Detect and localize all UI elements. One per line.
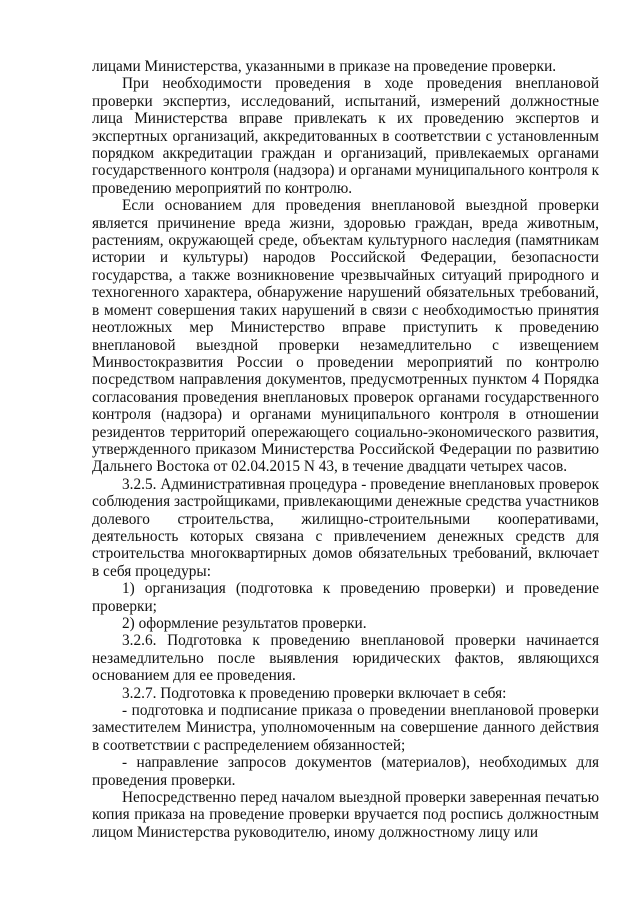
- list-item-order-preparation: - подготовка и подписание приказа о проведении внеплановой проверки заместителем Министра, уполномоченным на совершение данного действия в соответствии с распределением обязанностей;: [92, 702, 599, 754]
- list-item-1: 1) организация (подготовка к проведению проверки) и проведение проверки;: [92, 580, 599, 615]
- paragraph-experts: При необходимости проведения в ходе проведения внеплановой проверки экспертиз, исследований, испытаний, измерений должностные лица Министерства вправе привлекать к их проведению экспертов и экспертных организаций, аккредитованных в соответствии с установленным порядком аккредитации граждан и организаций, привлекаемых органами государственного контроля (надзора) и органами муниципального контроля к проведению мероприятий по контролю.: [92, 75, 599, 197]
- paragraph-3-2-5: 3.2.5. Административная процедура - проведение внеплановых проверок соблюдения застройщиками, привлекающими денежные средства участников долевого строительства, жилищно-строительными кооперативами, деятельность которых связана с привлечением денежных средств для строительства многоквартирных домов обязательных требований, включает в себя процедуры:: [92, 475, 599, 580]
- paragraph-3-2-7: 3.2.7. Подготовка к проведению проверки включает в себя:: [122, 684, 507, 702]
- paragraph-unscheduled-inspection-grounds: Если основанием для проведения внеплановой выездной проверки является причинение вреда жизни, здоровью граждан, вреда животным, растениям, окружающей среде, объектам культурного наследия (памятникам истории и культуры) народов Российской Федерации, безопасности государства, а также возникновение чрезвычайных ситуаций природного и техногенного характера, обнаружение нарушений обязательных требований, в момент совершения таких нарушений в связи с необходимостью принятия неотложных мер Министерство вправе приступить к проведению внеплановой выездной проверки незамедлительно с извещением Минвостокразвития России о проведении мероприятий по контролю посредством направления документов, предусмотренных пунктом 4 Порядка согласования проведения внеплановых проверок органами государственного контроля (надзора) и органами муниципального контроля в отношении резидентов территорий опережающего социально-экономического развития, утвержденного приказом Министерства Российской Федерации по развитию Дальнего Востока от 02.04.2015 N 43, в течение двадцати четырех часов.: [92, 197, 599, 476]
- list-item-document-requests: - направление запросов документов (материалов), необходимых для проведения проверки.: [92, 754, 599, 789]
- paragraph-3-2-6: 3.2.6. Подготовка к проведению внеплановой проверки начинается незамедлительно после выявления юридических фактов, являющихся основанием для ее проведения.: [92, 632, 599, 685]
- document-page: [92, 58, 599, 841]
- paragraph-order-delivery: Непосредственно перед началом выездной проверки заверенная печатью копия приказа на проведение проверки вручается под роспись должностным лицом Министерства руководителю, иному должностному лицу или: [92, 789, 599, 841]
- list-item-2: 2) оформление результатов проверки.: [122, 615, 367, 632]
- paragraph-continuation: лицами Министерства, указанными в приказе на проведение проверки.: [92, 58, 557, 75]
